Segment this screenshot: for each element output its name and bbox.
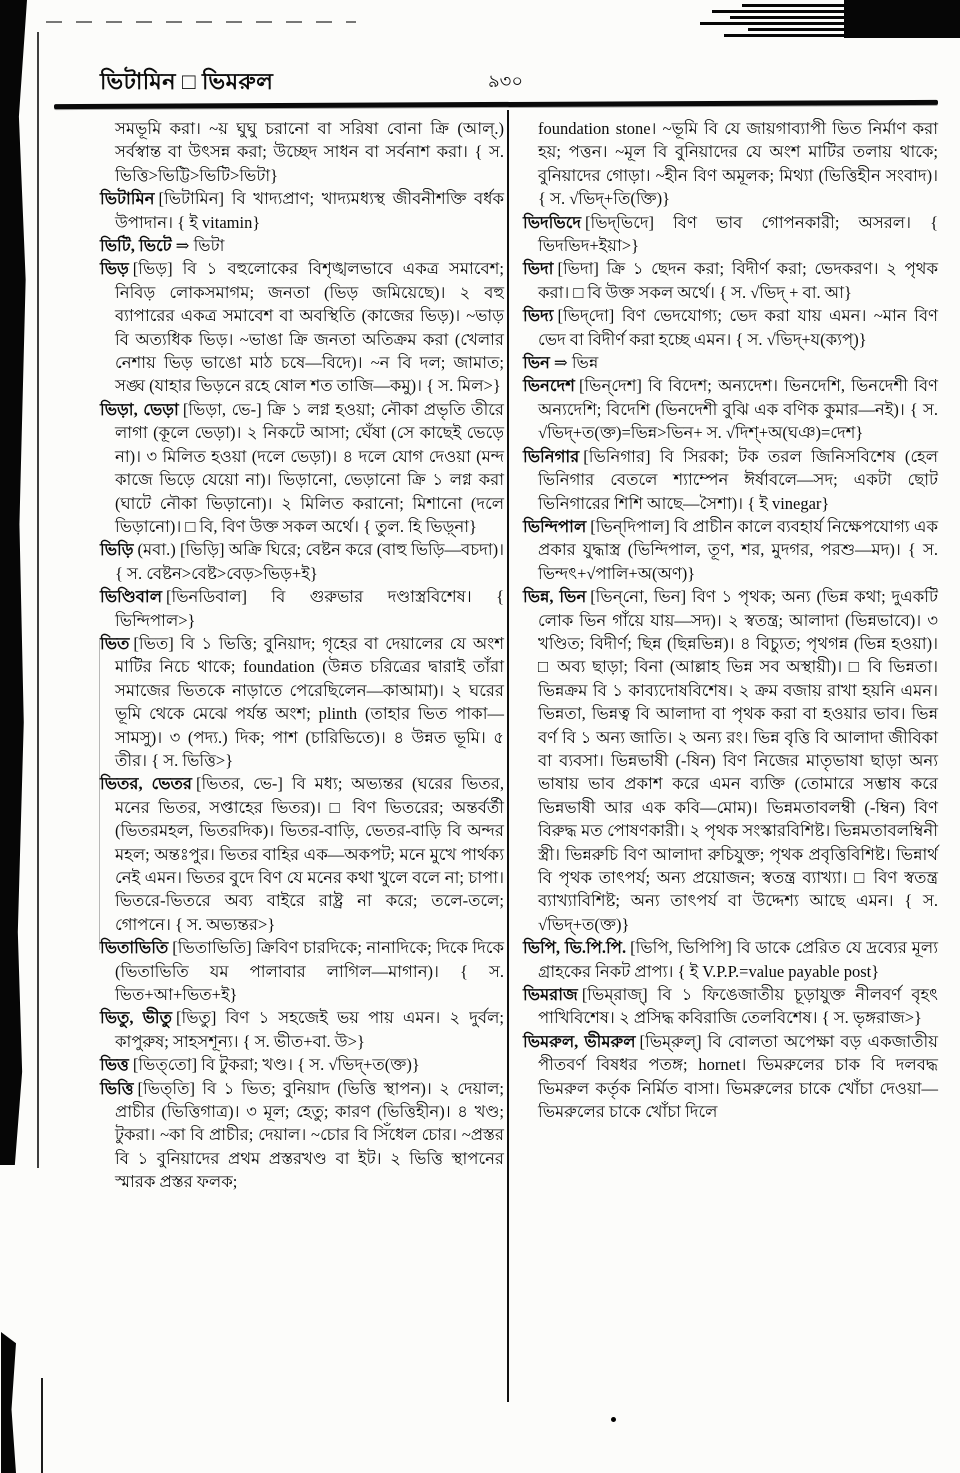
headword: ভিত্ত bbox=[100, 1055, 129, 1075]
entry bbox=[100, 398, 504, 538]
entry-text: [ভিড়া, ভে-] ক্রি ১ লগ্ন হওয়া; নৌকা প্রভৃতি তীরে লাগা (কূলে ভেড়া)। ২ নিকটে আসা; ঘেঁষা (সে কাছেই ভেড়ে না)। ৩ মিলিত হওয়া (দলে ভেড়া)। ৪ দলে যোগ দেওয়া (মন্দ কাজে ভিড়ে যেয়ো না)। ভিড়ানো, ভেড়ানো ক্রি ১ লগ্ন করা (ঘাটে নৌকা ভিড়ানো)। ২ মিলিত করানো; মিশানো (দলে ভিড়ানো)। □ বি, বিণ উক্ত সকল অর্থে। { তুল. হি ভিড়্‌না} bbox=[115, 399, 504, 536]
entry bbox=[100, 1006, 504, 1053]
headword: ভিপি, ভি.পি.পি. bbox=[523, 938, 627, 958]
headword: ভিদ্য bbox=[523, 306, 554, 326]
entry-text: [ভিটামিন] বি খাদ্যপ্রাণ; খাদ্যমধ্যস্থ জীবনীশক্তি বর্ধক উপাদান। { ই vitamin} bbox=[115, 189, 504, 232]
page-number: ৯৩০ bbox=[488, 71, 524, 91]
entry-text: foundation stone। ~ভূমি বি যে জায়গাব্যাপী ভিত নির্মাণ করা হয়; পত্তন। ~মূল বি বুনিয়াদের যে অংশ মাটির তলায় থাকে; বুনিয়াদের গোড়া। ~হীন বিণ অমূলক; মিথ্যা (ভিত্তিহীন সংবাদ)। { স. √ভিদ্+তি(ক্তি)} bbox=[538, 119, 938, 209]
entry bbox=[523, 585, 938, 936]
entry bbox=[100, 187, 504, 234]
headword: ভিন্ন, ভিন bbox=[523, 587, 587, 607]
entry-text: [ভিন্‌নো, ভিন] বিণ ১ পৃথক; অন্য (ভিন্ন কথা; দুএকটি লোক ভিন গাঁয়ে যায়—সদ)। ২ স্বতন্ত্র; আলাদা (ভিন্নভাবে)। ৩ খণ্ডিত; বিদীর্ণ; ছিন্ন (ছিন্নভিন্ন)। ৪ বিচ্যুত; পৃথগন্ন (ভিন্ন হওয়া)। □ অব্য ছাড়া; বিনা (আল্লাহ ভিন্ন সব অস্থায়ী)। □ বি ভিন্নতা। ভিন্নক্রম বি ১ কাব্যদোষবিশেষ। ২ ক্রম বজায় রাখা হয়নি এমন। ভিন্নতা, ভিন্নত্ব বি আলাদা বা পৃথক করা বা হওয়ার ভাব। ভিন্ন বর্ণ বি ১ অন্য জাতি। ২ অন্য রং। ভিন্ন বৃত্তি বি আলাদা জীবিকা বা ব্যবসা। ভিন্নভাষী (-ষিন) বিণ নিজের মাতৃভাষা ছাড়া অন্য ভাষায় ভাব প্রকাশ করে এমন ব্যক্তি (তোমারে সম্ভাষ করে ভিন্নভাষী আর এক কবি—মোম)। ভিন্নমতাবলম্বী (-ম্বিন) বিণ বিরুদ্ধ মত পোষণকারী। ২ পৃথক সংস্কারবিশিষ্ট। ভিন্নমতাবলম্বিনী স্ত্রী। ভিন্নরুচি বিণ আলাদা রুচিযুক্ত; পৃথক প্রবৃত্তিবিশিষ্ট। ভিন্নার্থ বি পৃথক তাৎপর্য; অন্য প্রয়োজন; স্বতন্ত্র ব্যাখ্যা। □ বিণ স্বতন্ত্র ব্যাখ্যাবিশিষ্ট; অন্য তাৎপর্য বা উদ্দেশ্য আছে এমন। { স. √ভিদ্+ত(ক্ত)} bbox=[538, 587, 938, 934]
scan-streak bbox=[712, 10, 854, 13]
header-rule bbox=[54, 100, 938, 109]
headword: ভিত্তি bbox=[100, 1078, 134, 1098]
headword: ভিদভিদে bbox=[523, 212, 581, 232]
entry-text: [ভিদ্‌ভিদে] বিণ ভাব গোপনকারী; অসরল। { ভিদভিদ+ইয়া>} bbox=[538, 212, 938, 256]
scan-artifact-top-right bbox=[844, 0, 960, 38]
scan-edge-band-left-bottom bbox=[1, 1332, 16, 1473]
headword: ভিতাভিতি bbox=[100, 938, 169, 958]
entry-continuation bbox=[523, 117, 938, 211]
headword: ভিড় bbox=[100, 259, 129, 279]
ink-dot-noise bbox=[611, 1417, 616, 1422]
headword: ভিন্দিপাল bbox=[523, 516, 587, 536]
entry bbox=[100, 1077, 504, 1194]
headword: ভিতু, ভীতু bbox=[100, 1008, 173, 1028]
page-fold-line bbox=[37, 32, 39, 1168]
entry bbox=[523, 304, 938, 351]
headword: ভিত bbox=[100, 633, 130, 653]
guide-words: ভিটামিন □ ভিমরুল bbox=[100, 69, 274, 94]
scan-edge-band-left bbox=[0, 0, 27, 1165]
headword: ভিমরুল, ভীমরুল bbox=[523, 1031, 636, 1051]
headword: ভিন bbox=[523, 353, 550, 373]
entry bbox=[523, 515, 938, 585]
scan-streak bbox=[724, 34, 854, 37]
entry-text: [ভিতাভিতি] ক্রিবিণ চারদিকে; নানাদিকে; দিকে দিকে (ভিতাভিতি যম পালাবার লাগিল—মাগান)। { স. ভিত+আ+ভিত+ই} bbox=[115, 938, 504, 1005]
entry bbox=[523, 257, 938, 304]
page-top-edge-dashes bbox=[46, 21, 356, 23]
entry-continuation bbox=[100, 117, 504, 187]
entry-text: [ভিদা] ক্রি ১ ছেদন করা; বিদীর্ণ করা; ভেদকরণ। ২ পৃথক করা। □ বি উক্ত সকল অর্থে। { স. √ভিদ্ + বা. আ} bbox=[538, 259, 938, 302]
entry-text: [ভিত্‌তো] বি টুকরা; খণ্ড। { স. √ভিদ্+ত(ক্ত)} bbox=[132, 1055, 420, 1075]
entry-text: ⇒ ভিন্ন bbox=[553, 353, 599, 373]
entry bbox=[100, 257, 504, 397]
entry bbox=[523, 445, 938, 515]
entry bbox=[523, 983, 938, 1030]
entry-text: [ভিম্‌রাজ্] বি ১ ফিঙেজাতীয় চূড়াযুক্ত নীলবর্ণ বৃহৎ পাখিবিশেষ। ২ প্রসিদ্ধ কবিরাজি তেলবিশেষ। { স. ভৃঙ্গরাজ>} bbox=[538, 985, 938, 1028]
entry-text: [ভিড়] বি ১ বহুলোকের বিশৃঙ্খলভাবে একত্র সমাবেশ; নিবিড় লোকসমাগম; জনতা (ভিড় জমিয়েছে)। ২ বহু ব্যাপারের একত্র সমাবেশ বা অবস্থিতি (কাজের ভিড়)। ~ভাড় বি অত্যধিক ভিড়। ~ভাঙা ক্রি জনতা অতিক্রম করা (খেলার নেশায় ভিড় ভাঙো মাঠ চষে—বিদে)। ~ন বি দল; জামাত; সঙ্ঘ (যাহার ভিড়নে রহে ষোল শত তাজি—কমু)। { স. মিল>} bbox=[115, 259, 504, 396]
entry bbox=[100, 1053, 504, 1076]
headword: ভিদা bbox=[523, 259, 554, 279]
entry bbox=[100, 538, 504, 585]
entry-text: সমভূমি করা। ~য় ঘুঘু চরানো বা সরিষা বোনা ক্রি (আল্.) সর্বস্বান্ত বা উৎসন্ন করা; উচ্ছেদ সাধন বা সর্বনাশ করা। { স. ভিত্তি>ভিট্টি>ভিটি>ভিটা} bbox=[115, 119, 504, 185]
headword: ভিটামিন bbox=[100, 189, 155, 209]
headword: ভিড়ি bbox=[100, 540, 134, 560]
headword: ভিণ্ডিবাল bbox=[100, 587, 162, 607]
entry-text: [ভিদ্‌দো] বিণ ভেদযোগ্য; ভেদ করা যায় এমন। ~মান বিণ ভেদ বা বিদীর্ণ করা হচ্ছে এমন। { স. √ভিদ্+য(ক্যপ্)} bbox=[538, 306, 938, 349]
entry-text: [ভিম্‌রুল্] বি বোলতা অপেক্ষা বড় একজাতীয় পীতবর্ণ বিষধর পতঙ্গ; hornet। ভিমরুলের চাক বি দলবদ্ধ ভিমরুল কর্তৃক নির্মিত বাসা। ভিমরুলের চাকে খোঁচা দেওয়া—ভিমরুলের চাকে খোঁচা দিলে bbox=[538, 1031, 938, 1122]
entry-text: (মবা.) [ভিড়ি] অক্রি ঘিরে; বেষ্টন করে (বাহু ভিড়ি—বচদা)। { স. বেষ্টন>বেষ্ট>বেড়>ভিড়+ই} bbox=[115, 540, 504, 583]
entry-text: [ভিতর, ভে-] বি মধ্য; অভ্যন্তর (ঘরের ভিতর, মনের ভিতর, সপ্তাহের ভিতর)। □ বিণ ভিতরের; অন্তর্বর্তী (ভিতরমহল, ভিতরদিক)। ভিতর-বাড়ি, ভেতর-বাড়ি বি অন্দর মহল; অন্তঃপুর। ভিতর বাহির এক—অকপট; মনে মুখে পার্থক্য নেই এমন। ভিতর বুদে বিণ যে মনের কথা খুলে বলে না; চাপা। ভিতরে-ভিতরে অব্য বাইরে রাষ্ট্র না করে; তলে-তলে; গোপনে। { স. অভ্যন্তর>} bbox=[115, 774, 504, 934]
column-divider bbox=[507, 110, 509, 1402]
left-column bbox=[100, 117, 504, 1194]
headword: ভিটি, ভিটে bbox=[100, 236, 172, 256]
entry bbox=[523, 351, 938, 374]
entry-text: [ভিত্‌তি] বি ১ ভিত; বুনিয়াদ (ভিত্তি স্থাপন)। ২ দেয়াল; প্রাচীর (ভিত্তিগাত্র)। ৩ মূল; হেতু; কারণ (ভিত্তিহীন)। ৪ খণ্ড; টুকরা। ~কা বি প্রাচীর; দেয়াল। ~চোর বি সিঁধেল চোর। ~প্রস্তর বি ১ বুনিয়াদের প্রথম প্রস্তরখণ্ড বা ইট। ২ ভিত্তি স্থাপনের স্মারক প্রস্তর ফলক; bbox=[115, 1078, 504, 1192]
scan-streak bbox=[748, 28, 854, 31]
entry-text: [ভিনিগার] বি সিরকা; টক তরল জিনিসবিশেষ (হেল ভিনিগার বেতলে শ্যাম্পেন ঈর্ষাবলে—সদ; একটা ছোট ভিনিগারের শিশি আছে—সৈশা)। { ই vinegar} bbox=[538, 446, 938, 513]
entry-text: [ভিন্‌দিপাল] বি প্রাচীন কালে ব্যবহার্য নিক্ষেপযোগ্য এক প্রকার যুদ্ধাস্ত্র (ভিন্দিপাল, তূণ, শর, মুদগর, পরশু—মদ)। { স. ভিন্দৎ+√পালি+অ(অণ)} bbox=[538, 516, 938, 583]
entry-text: [ভিত] বি ১ ভিত্তি; বুনিয়াদ; গৃহের বা দেয়ালের যে অংশ মাটির নিচে থাকে; foundation (উন্নত চরিত্রের দ্বারাই তাঁরা সমাজের ভিতকে নাড়াতে পেরেছিলেন—কাআমা)। ২ ঘরের ভূমি থেকে মেঝে পর্যন্ত অংশ; plinth (তাহার ভিত পাকা—সামসু)। ৩ (পদ্য.) দিক; পাশ (চারিভিতে)। ৪ উন্নত ভূমি। ৫ তীর। { স. ভিত্তি>} bbox=[115, 633, 504, 770]
scan-streak bbox=[742, 4, 854, 7]
entry-text: ⇒ ভিটা bbox=[175, 236, 225, 256]
entry-text: [ভিপি, ভিপিপি] বি ডাকে প্রেরিত যে দ্রব্যের মূল্য গ্রাহকের নিকট প্রাপ্য। { ই V.P.P.=value payable post} bbox=[538, 938, 938, 981]
entry bbox=[100, 936, 504, 1006]
entry-text: [ভিতু] বিণ ১ সহজেই ভয় পায় এমন। ২ দুর্বল; কাপুরুষ; সাহসশূন্য। { স. ভীত+বা. উ>} bbox=[115, 1008, 504, 1051]
entry bbox=[100, 772, 504, 936]
page-fold-line-bottom bbox=[41, 1378, 43, 1473]
entry-text: [ভিনডিবাল] বি গুরুভার দণ্ডাস্ত্রবিশেষ। { ভিন্দিপাল>} bbox=[115, 587, 504, 630]
running-head bbox=[100, 64, 938, 100]
headword: ভিনিগার bbox=[523, 446, 580, 466]
scan-streak bbox=[730, 16, 854, 19]
scan-streak bbox=[700, 22, 854, 25]
entry bbox=[523, 211, 938, 258]
entry bbox=[523, 1030, 938, 1124]
headword: ভিনদেশ bbox=[523, 376, 575, 396]
headword: ভিতর, ভেতর bbox=[100, 774, 192, 794]
entry bbox=[523, 936, 938, 983]
entry-text: [ভিন্‌দেশ] বি বিদেশ; অন্যদেশ। ভিনদেশি, ভিনদেশী বিণ অন্যদেশি; বিদেশি (ভিনদেশী বুঝি এক বণিক কুমার—নই)। { স. √ভিদ্+ত(ক্ত)=ভিন্ন>ভিন+ স. √দিশ্+অ(ঘঞ)=দেশ} bbox=[538, 376, 938, 443]
headword: ভিমরাজ bbox=[523, 985, 578, 1005]
entry bbox=[100, 234, 504, 257]
entry bbox=[523, 374, 938, 444]
entry bbox=[100, 632, 504, 772]
right-column bbox=[523, 117, 938, 1123]
entry bbox=[100, 585, 504, 632]
headword: ভিড়া, ভেড়া bbox=[100, 399, 179, 419]
